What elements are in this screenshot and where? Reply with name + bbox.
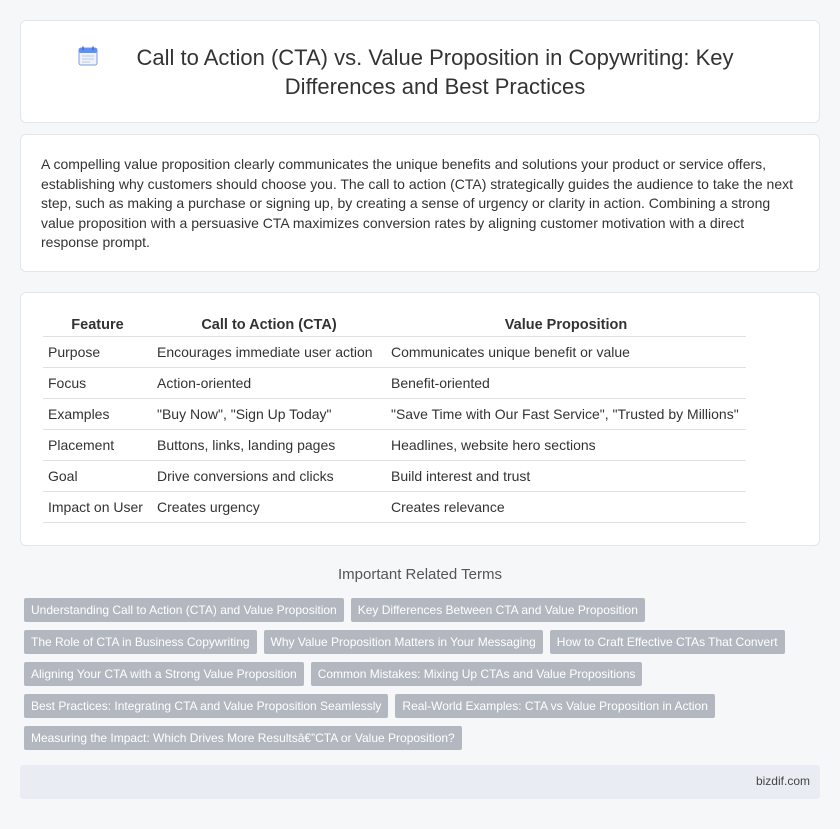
page-title: Call to Action (CTA) vs. Value Proposition in Copywriting: Key Differences and Best Practices — [136, 45, 734, 99]
cell-feature: Focus — [43, 367, 152, 398]
table-row — [43, 491, 746, 522]
related-term-tag[interactable]: Why Value Proposition Matters in Your Messaging — [264, 630, 543, 654]
title-card — [20, 20, 820, 123]
cell-value-proposition: Creates relevance — [386, 491, 746, 522]
cell-cta: Encourages immediate user action — [152, 336, 386, 367]
cell-feature: Examples — [43, 398, 152, 429]
cell-feature: Placement — [43, 429, 152, 460]
related-term-tag[interactable]: The Role of CTA in Business Copywriting — [24, 630, 257, 654]
cell-value-proposition: "Save Time with Our Fast Service", "Trusted by Millions" — [386, 398, 746, 429]
site-name[interactable]: bizdif.com — [755, 774, 810, 788]
cell-cta: Action-oriented — [152, 367, 386, 398]
tag-row — [24, 630, 804, 662]
header-cta: Call to Action (CTA) — [152, 313, 386, 336]
related-term-tag[interactable]: How to Craft Effective CTAs That Convert — [550, 630, 785, 654]
related-term-tag[interactable]: Measuring the Impact: Which Drives More Resultsâ€”CTA or Value Proposition? — [24, 726, 462, 750]
footer — [20, 765, 820, 799]
related-term-tag[interactable]: Aligning Your CTA with a Strong Value Proposition — [24, 662, 304, 686]
related-terms-heading: Important Related Terms — [338, 566, 502, 583]
table-row — [43, 398, 746, 429]
related-term-tag[interactable]: Common Mistakes: Mixing Up CTAs and Value Propositions — [311, 662, 643, 686]
tag-row — [24, 662, 804, 694]
related-term-tag[interactable]: Understanding Call to Action (CTA) and Value Proposition — [24, 598, 344, 622]
comparison-card — [20, 292, 820, 546]
table-row — [43, 367, 746, 398]
cell-cta: Creates urgency — [152, 491, 386, 522]
header-value-proposition: Value Proposition — [386, 313, 746, 336]
header-feature: Feature — [43, 313, 152, 336]
cell-feature: Purpose — [43, 336, 152, 367]
intro-paragraph: A compelling value proposition clearly communicates the unique benefits and solutions your product or service offers, establishing why customers should choose you. The call to action (CTA) strategically guides the audience to take the next step, such as making a purchase or signing up, by creating a sense of urgency or clarity in action. Combining a strong value proposition with a persuasive CTA maximizes conversion rates by aligning customer motivation with a direct response prompt. — [41, 156, 794, 250]
related-term-tag[interactable]: Real-World Examples: CTA vs Value Proposition in Action — [395, 694, 714, 718]
related-term-tag[interactable]: Key Differences Between CTA and Value Proposition — [351, 598, 645, 622]
table-header-row — [43, 313, 746, 336]
cell-value-proposition: Headlines, website hero sections — [386, 429, 746, 460]
tag-row — [24, 694, 804, 726]
comparison-table — [43, 313, 746, 523]
tag-row — [24, 598, 804, 630]
table-row — [43, 336, 746, 367]
cell-value-proposition: Build interest and trust — [386, 460, 746, 491]
table-row — [43, 429, 746, 460]
cell-value-proposition: Benefit-oriented — [386, 367, 746, 398]
cell-cta: Buttons, links, landing pages — [152, 429, 386, 460]
intro-card — [20, 134, 820, 272]
cell-value-proposition: Communicates unique benefit or value — [386, 336, 746, 367]
related-term-tag[interactable]: Best Practices: Integrating CTA and Value Proposition Seamlessly — [24, 694, 388, 718]
tag-row — [24, 726, 804, 758]
cell-feature: Impact on User — [43, 491, 152, 522]
cell-cta: "Buy Now", "Sign Up Today" — [152, 398, 386, 429]
related-terms-list — [24, 598, 804, 758]
cell-feature: Goal — [43, 460, 152, 491]
table-row — [43, 460, 746, 491]
cell-cta: Drive conversions and clicks — [152, 460, 386, 491]
